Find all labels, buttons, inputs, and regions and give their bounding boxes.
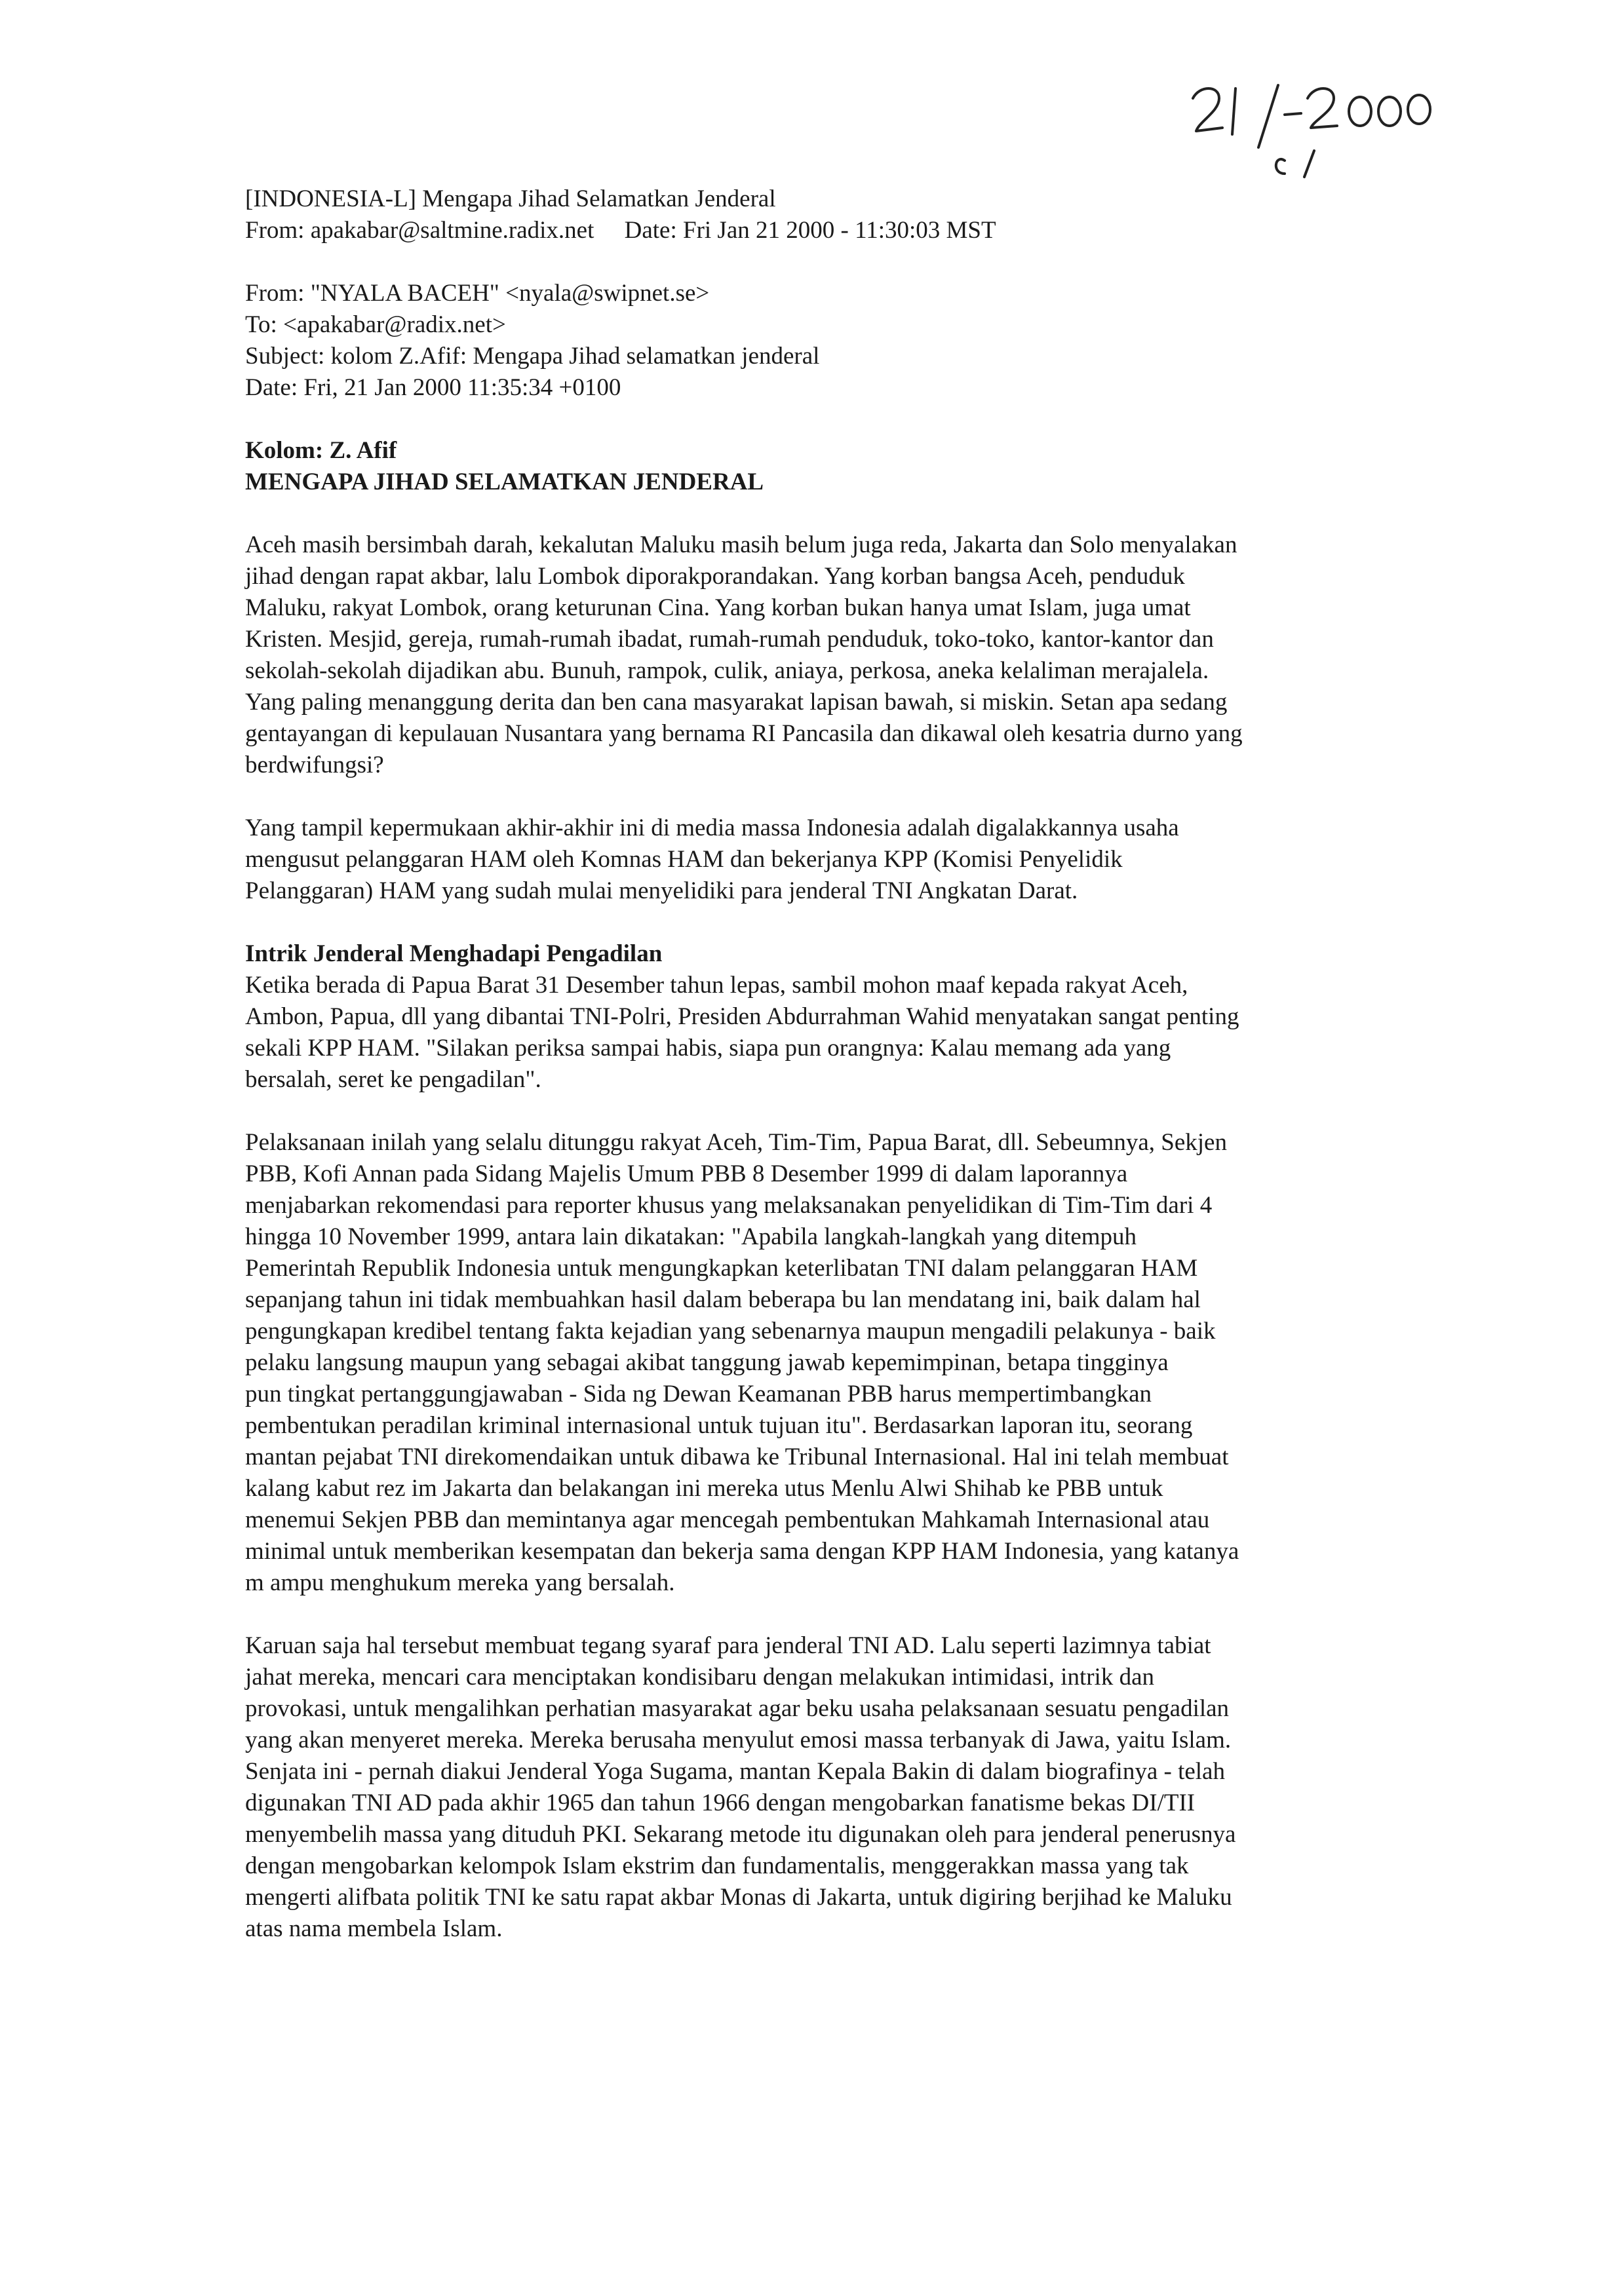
- handwritten-annotation: [1180, 54, 1455, 187]
- text-line: Senjata ini - pernah diakui Jenderal Yoga Sugama, mantan Kepala Bakin di dalam biografinya - telah: [245, 1758, 1225, 1785]
- text-line: mantan pejabat TNI direkomendaikan untuk dibawa ke Tribunal Internasional. Hal ini telah membuat: [245, 1444, 1229, 1470]
- text-line: hingga 10 November 1999, antara lain dikatakan: "Apabila langkah-langkah yang ditempuh: [245, 1223, 1137, 1250]
- paragraph-4: [245, 1127, 1386, 1599]
- text-line: pengungkapan kredibel tentang fakta kejadian yang sebenarnya maupun mengadili pelakunya - baik: [245, 1318, 1216, 1345]
- email-header: [245, 278, 1386, 404]
- text-line: gentayangan di kepulauan Nusantara yang bernama RI Pancasila dan dikawal oleh kesatria durno yang: [245, 720, 1243, 747]
- text-line: mengusut pelanggaran HAM oleh Komnas HAM dan bekerjanya KPP (Komisi Penyelidik: [245, 846, 1123, 873]
- text-line: dengan mengobarkan kelompok Islam ekstrim dan fundamentalis, menggerakkan massa yang tak: [245, 1852, 1189, 1879]
- text-line: Aceh masih bersimbah darah, kekalutan Maluku masih belum juga reda, Jakarta dan Solo menyalakan: [245, 531, 1237, 558]
- text-line: PBB, Kofi Annan pada Sidang Majelis Umum PBB 8 Desember 1999 di dalam laporannya: [245, 1160, 1128, 1187]
- email-to: To: <apakabar@radix.net>: [245, 311, 506, 338]
- text-line: Pelaksanaan inilah yang selalu ditunggu rakyat Aceh, Tim-Tim, Papua Barat, dll. Sebeumnya, Sekjen: [245, 1129, 1227, 1156]
- paragraph-1: [245, 529, 1386, 781]
- text-line: Yang tampil kepermukaan akhir-akhir ini di media massa Indonesia adalah digalakkannya usaha: [245, 814, 1179, 841]
- text-line: sekali KPP HAM. "Silakan periksa sampai habis, siapa pun orangnya: Kalau memang ada yang: [245, 1035, 1171, 1062]
- paragraph-2: [245, 813, 1386, 907]
- list-header: [245, 183, 1386, 246]
- email-from: From: "NYALA BACEH" <nyala@swipnet.se>: [245, 280, 710, 307]
- text-line: yang akan menyeret mereka. Mereka berusaha menyulut emosi massa terbanyak di Jawa, yaitu Islam.: [245, 1727, 1232, 1753]
- section-subheading: Intrik Jenderal Menghadapi Pengadilan: [245, 940, 663, 967]
- text-line: Yang paling menanggung derita dan ben cana masyarakat lapisan bawah, si miskin. Setan apa sedang: [245, 689, 1228, 716]
- text-line: Ketika berada di Papua Barat 31 Desember tahun lepas, sambil mohon maaf kepada rakyat Aceh,: [245, 972, 1188, 999]
- text-line: minimal untuk memberikan kesempatan dan bekerja sama dengan KPP HAM Indonesia, yang katanya: [245, 1538, 1239, 1565]
- text-line: Ambon, Papua, dll yang dibantai TNI-Polri, Presiden Abdurrahman Wahid menyatakan sangat penting: [245, 1003, 1239, 1030]
- email-subject: Subject: kolom Z.Afif: Mengapa Jihad selamatkan jenderal: [245, 343, 820, 370]
- text-line: menemui Sekjen PBB dan memintanya agar mencegah pembentukan Mahkamah Internasional atau: [245, 1506, 1210, 1533]
- paragraph-3: [245, 970, 1386, 1096]
- handwritten-text: 21/2000 c/: [1180, 54, 1224, 65]
- text-line: pun tingkat pertanggungjawaban - Sida ng Dewan Keamanan PBB harus mempertimbangkan: [245, 1381, 1152, 1407]
- text-line: jihad dengan rapat akbar, lalu Lombok diporakporandakan. Yang korban bangsa Aceh, penduduk: [245, 563, 1185, 590]
- text-line: Maluku, rakyat Lombok, orang keturunan Cina. Yang korban bukan hanya umat Islam, juga umat: [245, 594, 1191, 621]
- text-line: sekolah-sekolah dijadikan abu. Bunuh, rampok, culik, aniaya, perkosa, aneka kelaliman merajalela.: [245, 657, 1209, 684]
- text-line: menjabarkan rekomendasi para reporter khusus yang melaksanakan penyelidikan di Tim-Tim dari 4: [245, 1192, 1213, 1219]
- text-line: digunakan TNI AD pada akhir 1965 dan tahun 1966 dengan mengobarkan fanatisme bekas DI/TII: [245, 1789, 1196, 1816]
- text-line: m ampu menghukum mereka yang bersalah.: [245, 1569, 675, 1596]
- text-line: atas nama membela Islam.: [245, 1915, 503, 1942]
- text-line: kalang kabut rez im Jakarta dan belakangan ini mereka utus Menlu Alwi Shihab ke PBB untuk: [245, 1475, 1163, 1502]
- text-line: Kristen. Mesjid, gereja, rumah-rumah ibadat, rumah-rumah penduduk, toko-toko, kantor-kantor dan: [245, 626, 1214, 653]
- text-line: pelaku langsung maupun yang sebagai akibat tanggung jawab kepemimpinan, betapa tingginya: [245, 1349, 1169, 1376]
- text-line: bersalah, seret ke pengadilan".: [245, 1066, 541, 1093]
- column-label: Kolom: Z. Afif: [245, 437, 397, 464]
- paragraph-5: [245, 1630, 1386, 1945]
- list-from-date-line: From: apakabar@saltmine.radix.net Date: Fri Jan 21 2000 - 11:30:03 MST: [245, 217, 996, 244]
- article-heading: [245, 435, 1386, 498]
- text-line: Pelanggaran) HAM yang sudah mulai menyelidiki para jenderal TNI Angkatan Darat.: [245, 877, 1078, 904]
- email-date: Date: Fri, 21 Jan 2000 11:35:34 +0100: [245, 374, 621, 401]
- list-subject-line: [INDONESIA-L] Mengapa Jihad Selamatkan Jenderal: [245, 185, 776, 212]
- text-line: berdwifungsi?: [245, 752, 384, 778]
- text-line: Pemerintah Republik Indonesia untuk mengungkapkan keterlibatan TNI dalam pelanggaran HAM: [245, 1255, 1198, 1282]
- article-title: MENGAPA JIHAD SELAMATKAN JENDERAL: [245, 469, 764, 495]
- document-content: [245, 183, 1386, 1945]
- text-line: sepanjang tahun ini tidak membuahkan hasil dalam beberapa bu lan mendatang ini, baik dalam hal: [245, 1286, 1201, 1313]
- text-line: provokasi, untuk mengalihkan perhatian masyarakat agar beku usaha pelaksanaan sesuatu pengadilan: [245, 1695, 1230, 1722]
- text-line: Karuan saja hal tersebut membuat tegang syaraf para jenderal TNI AD. Lalu seperti lazimnya tabiat: [245, 1632, 1211, 1659]
- text-line: mengerti alifbata politik TNI ke satu rapat akbar Monas di Jakarta, untuk digiring berjihad ke Maluku: [245, 1884, 1232, 1911]
- text-line: pembentukan peradilan kriminal internasional untuk tujuan itu". Berdasarkan laporan itu, seorang: [245, 1412, 1193, 1439]
- text-line: jahat mereka, mencari cara menciptakan kondisibaru dengan melakukan intimidasi, intrik dan: [245, 1664, 1154, 1691]
- text-line: menyembelih massa yang dituduh PKI. Sekarang metode itu digunakan oleh para jenderal penerusnya: [245, 1821, 1236, 1848]
